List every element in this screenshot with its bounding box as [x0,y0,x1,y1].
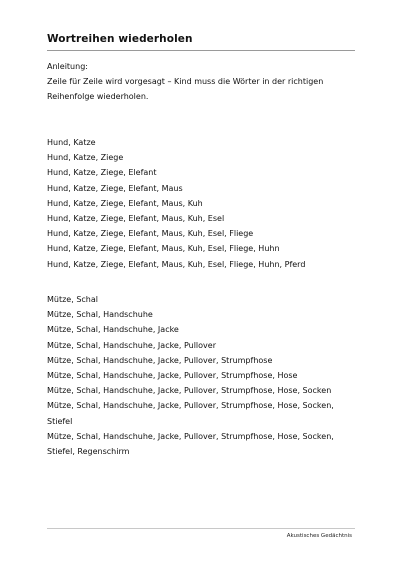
word-series-line: Mütze, Schal, Handschuhe, Jacke [47,325,179,335]
instruction-block [47,59,367,105]
word-series-line: Mütze, Schal, Handschuhe, Jacke, Pullover, Strumpfhose, Hose, Socken, [47,401,334,411]
word-series-line: Hund, Katze, Ziege, Elefant [47,168,157,178]
footer-divider [47,528,355,529]
word-series-line: Mütze, Schal, Handschuhe, Jacke, Pullover, Strumpfhose, Hose, Socken, [47,431,334,441]
page-footer: Akustisches Gedächtnis [286,533,352,539]
word-series-line: Hund, Katze [47,138,96,147]
word-series-line: Hund, Katze, Ziege, Elefant, Maus, Kuh [47,198,203,208]
word-series-line: Stiefel, Regenschirm [47,447,130,457]
instruction-line: Reihenfolge wiederholen. [47,92,149,102]
word-series-line: Hund, Katze, Ziege, Elefant, Maus [47,183,183,193]
title-divider [47,50,355,51]
word-series-clothing [47,292,367,459]
word-series-line: Mütze, Schal, Handschuhe, Jacke, Pullover [47,340,216,350]
instruction-line: Zeile für Zeile wird vorgesagt – Kind muss die Wörter in der richtigen [47,77,324,87]
word-series-line: Mütze, Schal, Handschuhe, Jacke, Pullover, Strumpfhose, Hose [47,371,298,381]
word-series-line: Stiefel [47,416,73,426]
word-series-line: Hund, Katze, Ziege, Elefant, Maus, Kuh, Esel, Fliege, Huhn, Pferd [47,259,306,269]
word-series-line: Mütze, Schal, Handschuhe, Jacke, Pullover, Strumpfhose [47,355,273,365]
word-series-line: Hund, Katze, Ziege [47,153,124,163]
word-series-line: Mütze, Schal, Handschuhe, Jacke, Pullover, Strumpfhose, Hose, Socken [47,386,332,396]
word-series-line: Hund, Katze, Ziege, Elefant, Maus, Kuh, Esel, Fliege [47,229,254,239]
instruction-heading: Anleitung: [47,62,88,71]
word-series-line: Mütze, Schal [47,295,98,304]
word-series-line: Hund, Katze, Ziege, Elefant, Maus, Kuh, Esel, Fliege, Huhn [47,244,280,254]
word-series-animals [47,135,367,272]
page-title: Wortreihen wiederholen [47,33,193,45]
word-series-line: Hund, Katze, Ziege, Elefant, Maus, Kuh, Esel [47,214,225,224]
word-series-line: Mütze, Schal, Handschuhe [47,310,153,320]
